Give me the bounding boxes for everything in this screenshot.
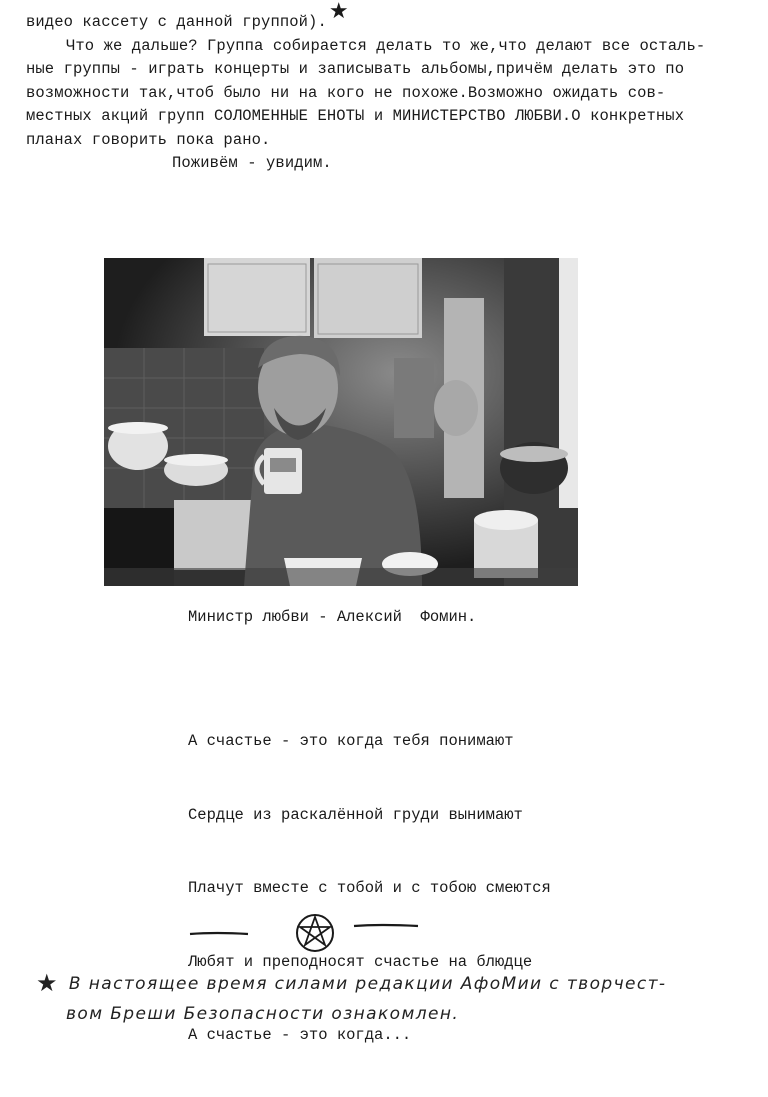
paragraph-line: местных акций групп СОЛОМЕННЫЕ ЕНОТЫ и МИНИСТЕРСТВО ЛЮБВИ.О конкретных xyxy=(26,107,685,125)
poem-line: Любят и преподносят счастье на блюдце xyxy=(188,952,533,971)
text-line-intro: видео кассету с данной группой).★ xyxy=(26,0,349,31)
paragraph-line: возможности так,чтоб было ни на кого не похоже.Возможно ожидать сов- xyxy=(26,83,666,102)
footnote-line: ★ В настоящее время силами редакции АфоМии с творчест- xyxy=(36,969,667,997)
poem-line: А счастье - это когда... xyxy=(188,1026,412,1044)
divider-stroke-right xyxy=(354,925,418,926)
divider-stroke-left xyxy=(190,933,248,934)
typed-text-block xyxy=(26,0,746,176)
star-icon: ★ xyxy=(36,969,59,997)
paragraph-line: планах говорить пока рано. xyxy=(26,130,271,149)
kitchen-photo xyxy=(104,258,578,586)
poem-line: А счастье - это когда тебя понимают xyxy=(188,732,514,750)
pentagram-icon xyxy=(297,915,333,951)
paragraph-first-line: Что же дальше? Группа собирается делать то же,что делают все осталь- xyxy=(66,36,706,55)
footnote-line: вом Бреши Безопасности ознакомлен. xyxy=(66,1004,460,1024)
pentagram-divider xyxy=(186,912,426,956)
poem-line: Сердце из раскалённой груди вынимают xyxy=(188,805,523,824)
closing-line: Поживём - увидим. xyxy=(172,154,332,172)
photo-caption: Министр любви - Алексий Фомин. xyxy=(188,608,477,626)
poem-line: Плачут вместе с тобой и с тобою смеются xyxy=(188,879,551,897)
handwritten-footnote xyxy=(36,966,756,1029)
poem xyxy=(188,680,551,1097)
paragraph-line: ные группы - играть концерты и записывать альбомы,причём делать это по xyxy=(26,60,685,78)
star-icon: ★ xyxy=(328,0,349,24)
